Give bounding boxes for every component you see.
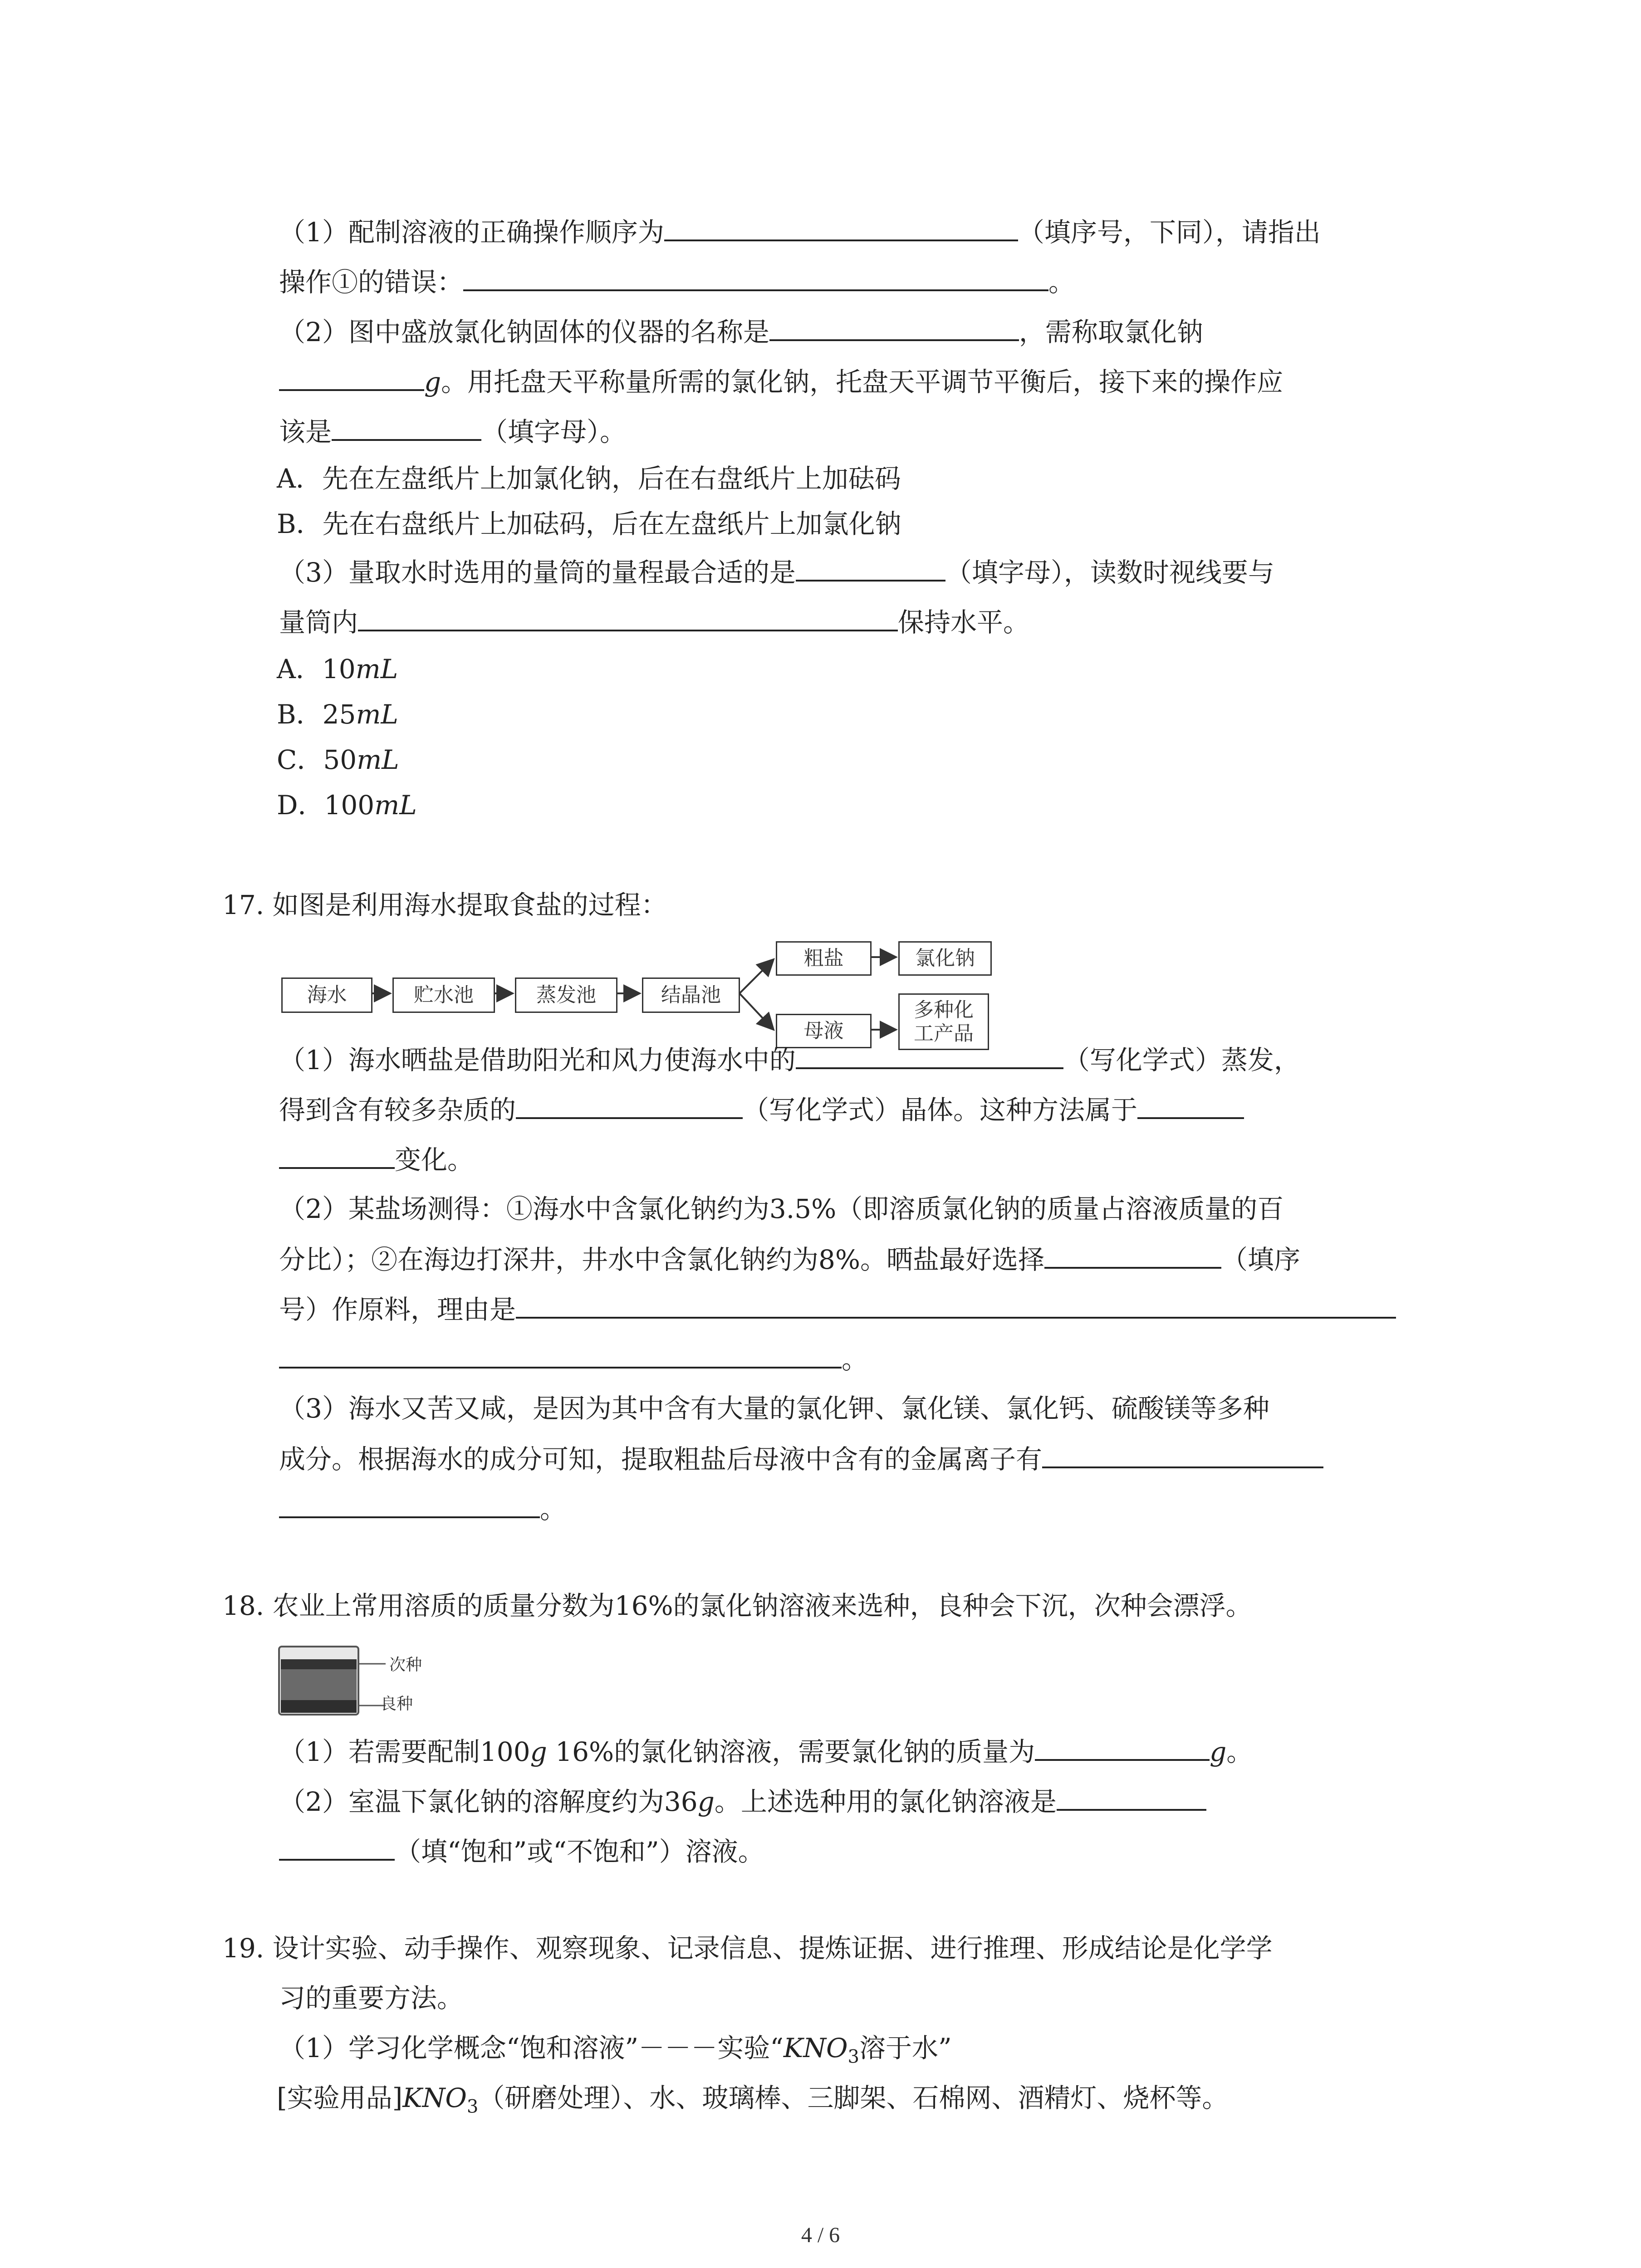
flow-chemical-products: 多种化工产品 [898,993,989,1050]
answer-blank[interactable] [516,1290,1396,1319]
label-good-seed: 良种 [380,1695,413,1713]
q18-part2-line2: （填“饱和”或“不饱和”）溶液。 [279,1833,764,1870]
answer-blank[interactable] [358,603,898,631]
q16-volume-option-d: D．100mL [277,790,417,821]
q16-option-b: B．先在右盘纸片上加砝码，后在左盘纸片上加氯化钠 [277,508,901,539]
q16-part3-line2: 量筒内 保持水平。 [279,603,1029,640]
flow-evaporation-pool: 蒸发池 [515,978,617,1013]
answer-blank[interactable] [796,553,945,582]
sea-salt-flowchart [281,939,1007,1057]
answer-blank[interactable] [279,1833,395,1861]
beaker-illustration [277,1642,467,1719]
answer-blank[interactable] [516,1091,743,1119]
q17-part2-line4: 。 [279,1340,868,1378]
q16-part1-line2: 操作①的错误： 。 [279,263,1075,300]
q16-volume-option-c: C．50mL [277,744,399,775]
q17-part1-line1: （1）海水晒盐是借助阳光和风力使海水中的 （写化学式）蒸发， [279,1041,1300,1078]
q16-option-a: A．先在左盘纸片上加氯化钠，后在右盘纸片上加砝码 [277,463,901,494]
q17-part3-line3: 。 [279,1490,566,1527]
answer-blank[interactable] [279,1340,842,1369]
answer-blank[interactable] [332,413,481,441]
flow-mother-liquor: 母液 [776,1014,872,1048]
flow-crude-salt: 粗盐 [776,941,872,976]
q16-part2-line3: 该是 （填字母）。 [279,413,626,450]
answer-blank[interactable] [463,263,1048,291]
q19-materials: [实验用品]$KNO_3$（研磨处理）、水、玻璃棒、三脚架、石棉网、酒精灯、烧杯等。 [277,2082,1229,2117]
q16-part2-line1: （2）图中盛放氯化钠固体的仪器的名称是 ，需称取氯化钠 [279,313,1203,350]
answer-blank[interactable] [279,1490,540,1518]
q19-part1-heading: （1）学习化学概念“饱和溶液”－－－实验“$KNO_3$溶于水” [279,2033,952,2068]
q18-part1: （1）若需要配制100g 16%的氯化钠溶液，需要氯化钠的质量为 g。 [279,1733,1253,1770]
answer-blank[interactable] [1044,1241,1221,1269]
flow-seawater: 海水 [281,978,372,1013]
q19-title-line1: 19. 设计实验、动手操作、观察现象、记录信息、提炼证据、进行推理、形成结论是化学学 [222,1933,1273,1964]
q17-part1-line3: 变化。 [279,1141,474,1178]
answer-blank[interactable] [769,313,1019,341]
q18-title: 18. 农业上常用溶质的质量分数为16%的氯化钠溶液来选种，良种会下沉，次种会漂浮。 [222,1590,1252,1621]
answer-blank[interactable] [1057,1783,1206,1811]
q18-part2-line1: （2）室温下氯化钠的溶解度约为36g。上述选种用的氯化钠溶液是 [279,1783,1206,1820]
q16-part1-line1: （1）配制溶液的正确操作顺序为 （填序号，下同），请指出 [279,213,1321,250]
q19-title-line2: 习的重要方法。 [279,1983,464,2014]
q16-part3-line1: （3）量取水时选用的量筒的量程最合适的是 （填字母），读数时视线要与 [279,553,1274,591]
seed-selection-beaker-image [277,1642,467,1719]
q16-part2-line2: g。用托盘天平称量所需的氯化钠，托盘天平调节平衡后，接下来的操作应 [279,363,1283,400]
answer-blank[interactable] [796,1041,1063,1069]
answer-blank[interactable] [1035,1733,1210,1761]
answer-blank[interactable] [279,1141,395,1169]
answer-blank[interactable] [279,363,424,391]
q17-part2-line1: （2）某盐场测得：①海水中含氯化钠约为3.5%（即溶质氯化钠的质量占溶液质量的百 [279,1193,1284,1224]
flow-sodium-chloride: 氯化钠 [898,941,992,976]
q17-part1-line2: 得到含有较多杂质的 （写化学式）晶体。这种方法属于 [279,1091,1244,1128]
q16-volume-option-a: A．10mL [277,654,398,684]
flow-crystallization-pool: 结晶池 [642,978,740,1013]
q17-part3-line1: （3）海水又苦又咸，是因为其中含有大量的氯化钾、氯化镁、氯化钙、硫酸镁等多种 [279,1393,1269,1424]
q17-part2-line3: 号）作原料，理由是 [279,1290,1396,1328]
answer-blank[interactable] [1042,1440,1323,1468]
label-inferior-seed: 次种 [389,1656,422,1674]
flow-storage-pool: 贮水池 [392,978,495,1013]
q17-part3-line2: 成分。根据海水的成分可知，提取粗盐后母液中含有的金属离子有 [279,1440,1323,1477]
q17-part2-line2: 分比）；②在海边打深井，井水中含氯化钠约为8%。晒盐最好选择 （填序 [279,1241,1300,1278]
page-number: 4 / 6 [801,2223,840,2247]
q17-title: 17. 如图是利用海水提取食盐的过程： [222,890,667,920]
answer-blank[interactable] [664,213,1018,241]
q16-volume-option-b: B．25mL [277,699,398,730]
answer-blank[interactable] [1137,1091,1244,1119]
